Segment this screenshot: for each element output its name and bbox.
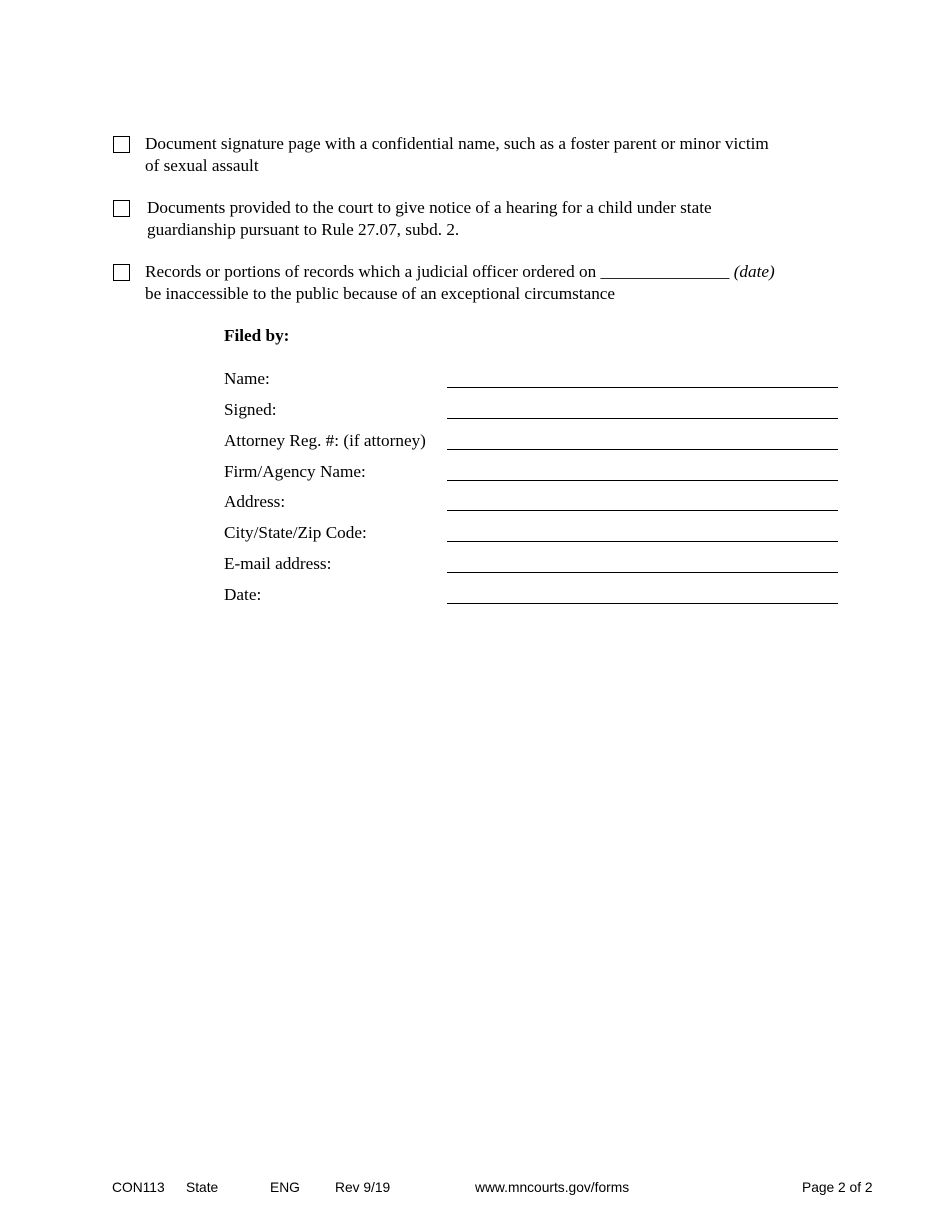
field-label: E-mail address: (224, 554, 332, 573)
attorney-reg-input-line[interactable] (447, 449, 838, 450)
field-label: Attorney Reg. #: (if attorney) (224, 431, 426, 450)
firm-input-line[interactable] (447, 480, 838, 481)
field-row-name (224, 368, 840, 392)
footer-language: ENG (270, 1180, 300, 1195)
field-row-attorney-reg (224, 430, 840, 454)
field-label: Address: (224, 492, 286, 511)
checklist-item-line1: Documents provided to the court to give notice of a hearing for a child under state (147, 198, 712, 217)
field-row-email (224, 553, 840, 577)
footer-form-code: CON113 (112, 1180, 165, 1195)
date-label: (date) (733, 262, 775, 281)
checkbox-exceptional-circumstance[interactable] (113, 264, 130, 281)
date-input-line[interactable] (447, 603, 838, 604)
field-row-date (224, 584, 840, 608)
checklist-item-text (145, 133, 845, 177)
footer-revision: Rev 9/19 (335, 1180, 391, 1195)
city-state-zip-input-line[interactable] (447, 541, 838, 542)
field-row-signed (224, 399, 840, 423)
signature-input-line[interactable] (447, 418, 838, 419)
field-label: Date: (224, 585, 262, 604)
checklist-item-line1: Document signature page with a confidential name, such as a foster parent or minor victim (145, 134, 769, 153)
checkbox-hearing-notice[interactable] (113, 200, 130, 217)
checklist-item-text (145, 261, 845, 305)
field-label: City/State/Zip Code: (224, 523, 367, 542)
field-row-city-state-zip (224, 522, 840, 546)
email-input-line[interactable] (447, 572, 838, 573)
checkbox-confidential-signature[interactable] (113, 136, 130, 153)
footer-scope: State (186, 1180, 219, 1195)
footer-page-number: Page 2 of 2 (802, 1180, 873, 1195)
checklist-item-line2: of sexual assault (145, 156, 259, 175)
filed-by-heading: Filed by: (224, 326, 290, 345)
checklist-item-line2: be inaccessible to the public because of an exceptional circumstance (145, 284, 616, 303)
field-row-address (224, 491, 840, 515)
field-label: Signed: (224, 400, 277, 419)
address-input-line[interactable] (447, 510, 838, 511)
footer-url[interactable]: www.mncourts.gov/forms (475, 1180, 630, 1195)
field-label: Firm/Agency Name: (224, 462, 366, 481)
checklist-item-line1: Records or portions of records which a judicial officer ordered on _______________ (145, 262, 734, 281)
checklist-item-line2: guardianship pursuant to Rule 27.07, subd. 2. (147, 220, 460, 239)
field-label: Name: (224, 369, 270, 388)
name-input-line[interactable] (447, 387, 838, 388)
field-row-firm (224, 461, 840, 485)
checklist-item-text (147, 197, 847, 241)
